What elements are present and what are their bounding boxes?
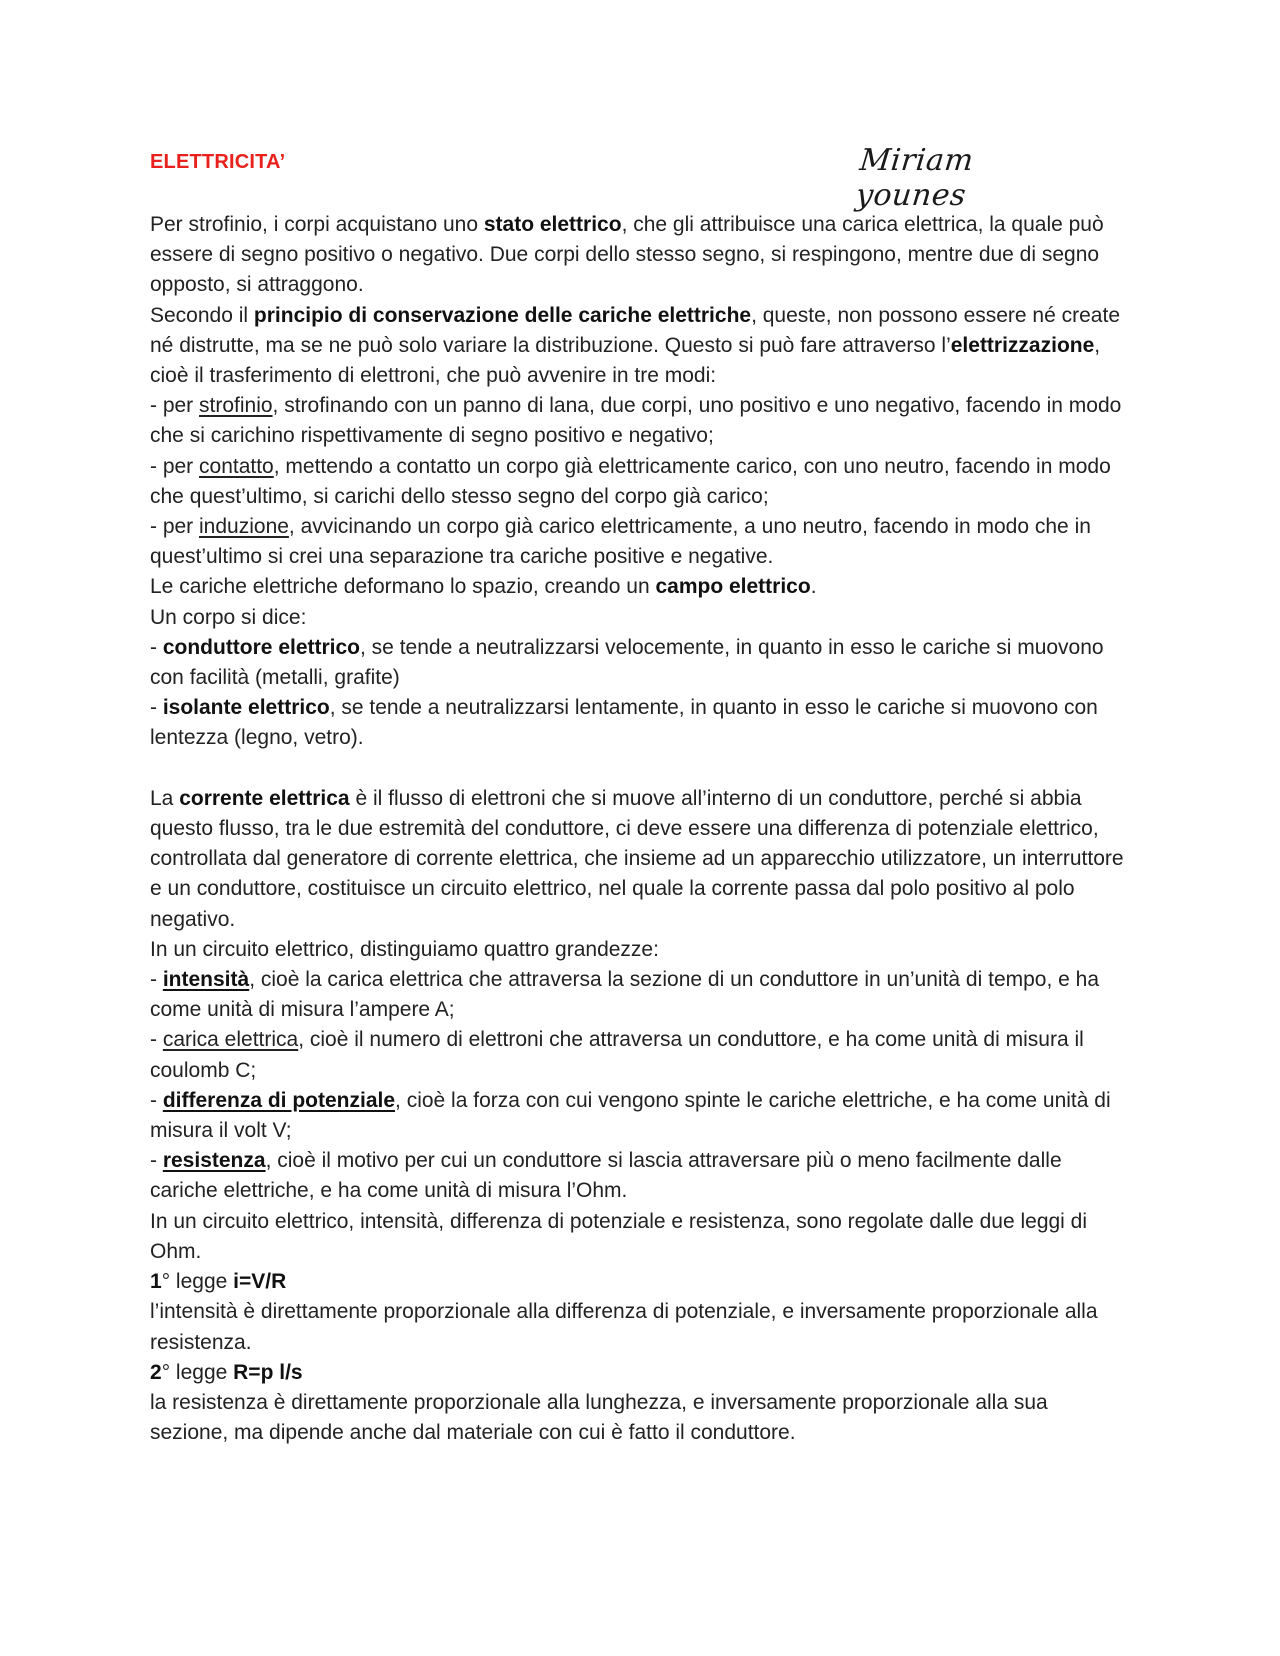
- paragraph-campo-elettrico: [150, 572, 1130, 602]
- bold-term: isolante elettrico: [162, 696, 330, 720]
- bullet-dash: - per: [150, 515, 200, 539]
- text-run: , cioè la forza con cui vengono spinte le cariche elettriche, e ha come unità di misura il volt V;: [150, 1088, 1111, 1143]
- text-run: Le cariche elettriche deformano lo spazio, creando un: [150, 575, 656, 599]
- bullet-dash: -: [150, 635, 163, 659]
- law-1-heading: [150, 1267, 1130, 1297]
- blank-line: [150, 754, 1130, 784]
- text-run: , cioè il trasferimento di elettroni, che può avvenire in tre modi:: [150, 333, 1101, 388]
- bold-term: campo elettrico: [655, 575, 811, 599]
- text-run: , queste, non possono essere né create né distrutte, ma se ne può solo variare la distribuzione. Questo si può fare attraverso l’: [150, 303, 1120, 357]
- list-item-differenza-potenziale: [150, 1086, 1130, 1146]
- law-formula: i=V/R: [233, 1270, 287, 1294]
- bullet-dash: - per: [150, 394, 200, 418]
- text-run: è il flusso di elettroni che si muove all’interno di un conduttore, perché si abbia questo flusso, tra le due estremità del conduttore, ci deve essere una differenza di potenziale elettrico, controllata dal generatore di corrente elettrica, che insieme ad un apparecchio utilizzatore, un interruttore e un conduttore, costituisce un circuito elettrico, nel quale la corrente passa dal polo positivo al polo negativo.: [150, 786, 1124, 931]
- text-run: , avvicinando un corpo già carico elettricamente, a uno neutro, facendo in modo che in quest’ultimo si crei una separazione tra cariche positive e negative.: [150, 515, 1091, 569]
- text-run: La: [150, 786, 180, 810]
- underlined-term: strofinio: [199, 394, 273, 418]
- underlined-term: differenza di potenziale: [162, 1088, 396, 1112]
- list-item-resistenza: [150, 1146, 1130, 1206]
- paragraph-corpo-si-dice: Un corpo si dice:: [150, 605, 307, 629]
- text-run: , cioè il numero di elettroni che attraversa un conduttore, e ha come unità di misura il coulomb C;: [150, 1028, 1084, 1082]
- bullet-dash: - per: [150, 454, 200, 478]
- bold-term: elettrizzazione: [950, 333, 1095, 357]
- underlined-term: carica elettrica: [162, 1028, 299, 1052]
- list-item-induzione: [150, 512, 1130, 572]
- paragraph-conservazione: [150, 301, 1130, 392]
- list-item-contatto: [150, 452, 1130, 512]
- text-run: , se tende a neutralizzarsi velocemente, in quanto in esso le cariche si muovono con facilità (metalli, grafite): [150, 635, 1104, 690]
- text-run: .: [810, 575, 817, 599]
- paragraph-leggi-ohm: In un circuito elettrico, intensità, differenza di potenziale e resistenza, sono regolate dalle due leggi di Ohm.: [150, 1209, 1088, 1263]
- underlined-term: resistenza: [162, 1149, 266, 1173]
- bullet-dash: -: [150, 696, 163, 720]
- paragraph-corrente-elettrica: [150, 784, 1130, 935]
- bullet-dash: -: [150, 1028, 163, 1052]
- paragraph-stato-elettrico: [150, 210, 1130, 301]
- list-item-isolante: [150, 693, 1130, 753]
- text-run: , cioè il motivo per cui un conduttore si lascia attraversare più o meno facilmente dalle cariche elettriche, e ha come unità di misura l’Ohm.: [150, 1149, 1062, 1203]
- document-header: [150, 143, 1090, 213]
- bold-term: principio di conservazione delle cariche elettriche: [253, 303, 752, 327]
- bold-term: corrente elettrica: [179, 786, 350, 810]
- bold-term: conduttore elettrico: [162, 635, 361, 659]
- text-run: , strofinando con un panno di lana, due corpi, uno positivo e uno negativo, facendo in modo che si carichino rispettivamente di segno positivo e negativo;: [150, 394, 1122, 448]
- law-number: 2: [150, 1360, 162, 1384]
- text-run: Secondo il: [150, 303, 254, 327]
- underlined-term: intensità: [162, 968, 250, 992]
- bullet-dash: -: [150, 1088, 163, 1112]
- law-formula: R=p l/s: [233, 1360, 303, 1384]
- text-run: , mettendo a contatto un corpo già elettricamente carico, con uno neutro, facendo in modo che quest’ultimo, si carichi dello stesso segno del corpo già carico;: [150, 454, 1111, 508]
- text-run: , cioè la carica elettrica che attraversa la sezione di un conduttore in un’unità di tempo, e ha come unità di misura l’ampere A;: [150, 968, 1100, 1022]
- text-run: , se tende a neutralizzarsi lentamente, in quanto in esso le cariche si muovono con lentezza (legno, vetro).: [150, 696, 1098, 750]
- bullet-dash: -: [150, 968, 163, 992]
- author-signature: Miriam younes: [854, 143, 976, 213]
- law-2-description: la resistenza è direttamente proporzionale alla lunghezza, e inversamente proporzionale alla sua sezione, ma dipende anche dal materiale con cui è fatto il conduttore.: [150, 1390, 1048, 1445]
- document-title: ELETTRICITA’: [150, 151, 286, 173]
- law-2-heading: [150, 1358, 1130, 1388]
- text-run: Per strofinio, i corpi acquistano uno: [150, 213, 484, 236]
- bullet-dash: -: [150, 1149, 163, 1173]
- underlined-term: induzione: [199, 515, 289, 539]
- underlined-term: contatto: [199, 454, 274, 478]
- document-body: [150, 210, 1130, 1448]
- paragraph-quattro-grandezze: In un circuito elettrico, distinguiamo quattro grandezze:: [150, 937, 659, 961]
- list-item-carica-elettrica: [150, 1025, 1130, 1085]
- text-run: , che gli attribuisce una carica elettrica, la quale può essere di segno positivo o negativo. Due corpi dello stesso segno, si respingono, mentre due di segno opposto, si attraggono.: [150, 213, 1104, 297]
- law-label: ° legge: [161, 1270, 234, 1294]
- law-label: ° legge: [161, 1360, 234, 1384]
- law-number: 1: [150, 1270, 162, 1294]
- bold-term: stato elettrico: [483, 213, 622, 236]
- list-item-intensita: [150, 965, 1130, 1025]
- list-item-strofinio: [150, 391, 1130, 451]
- law-1-description: l’intensità è direttamente proporzionale alla differenza di potenziale, e inversamente proporzionale alla resistenza.: [150, 1300, 1098, 1354]
- list-item-conduttore: [150, 633, 1130, 693]
